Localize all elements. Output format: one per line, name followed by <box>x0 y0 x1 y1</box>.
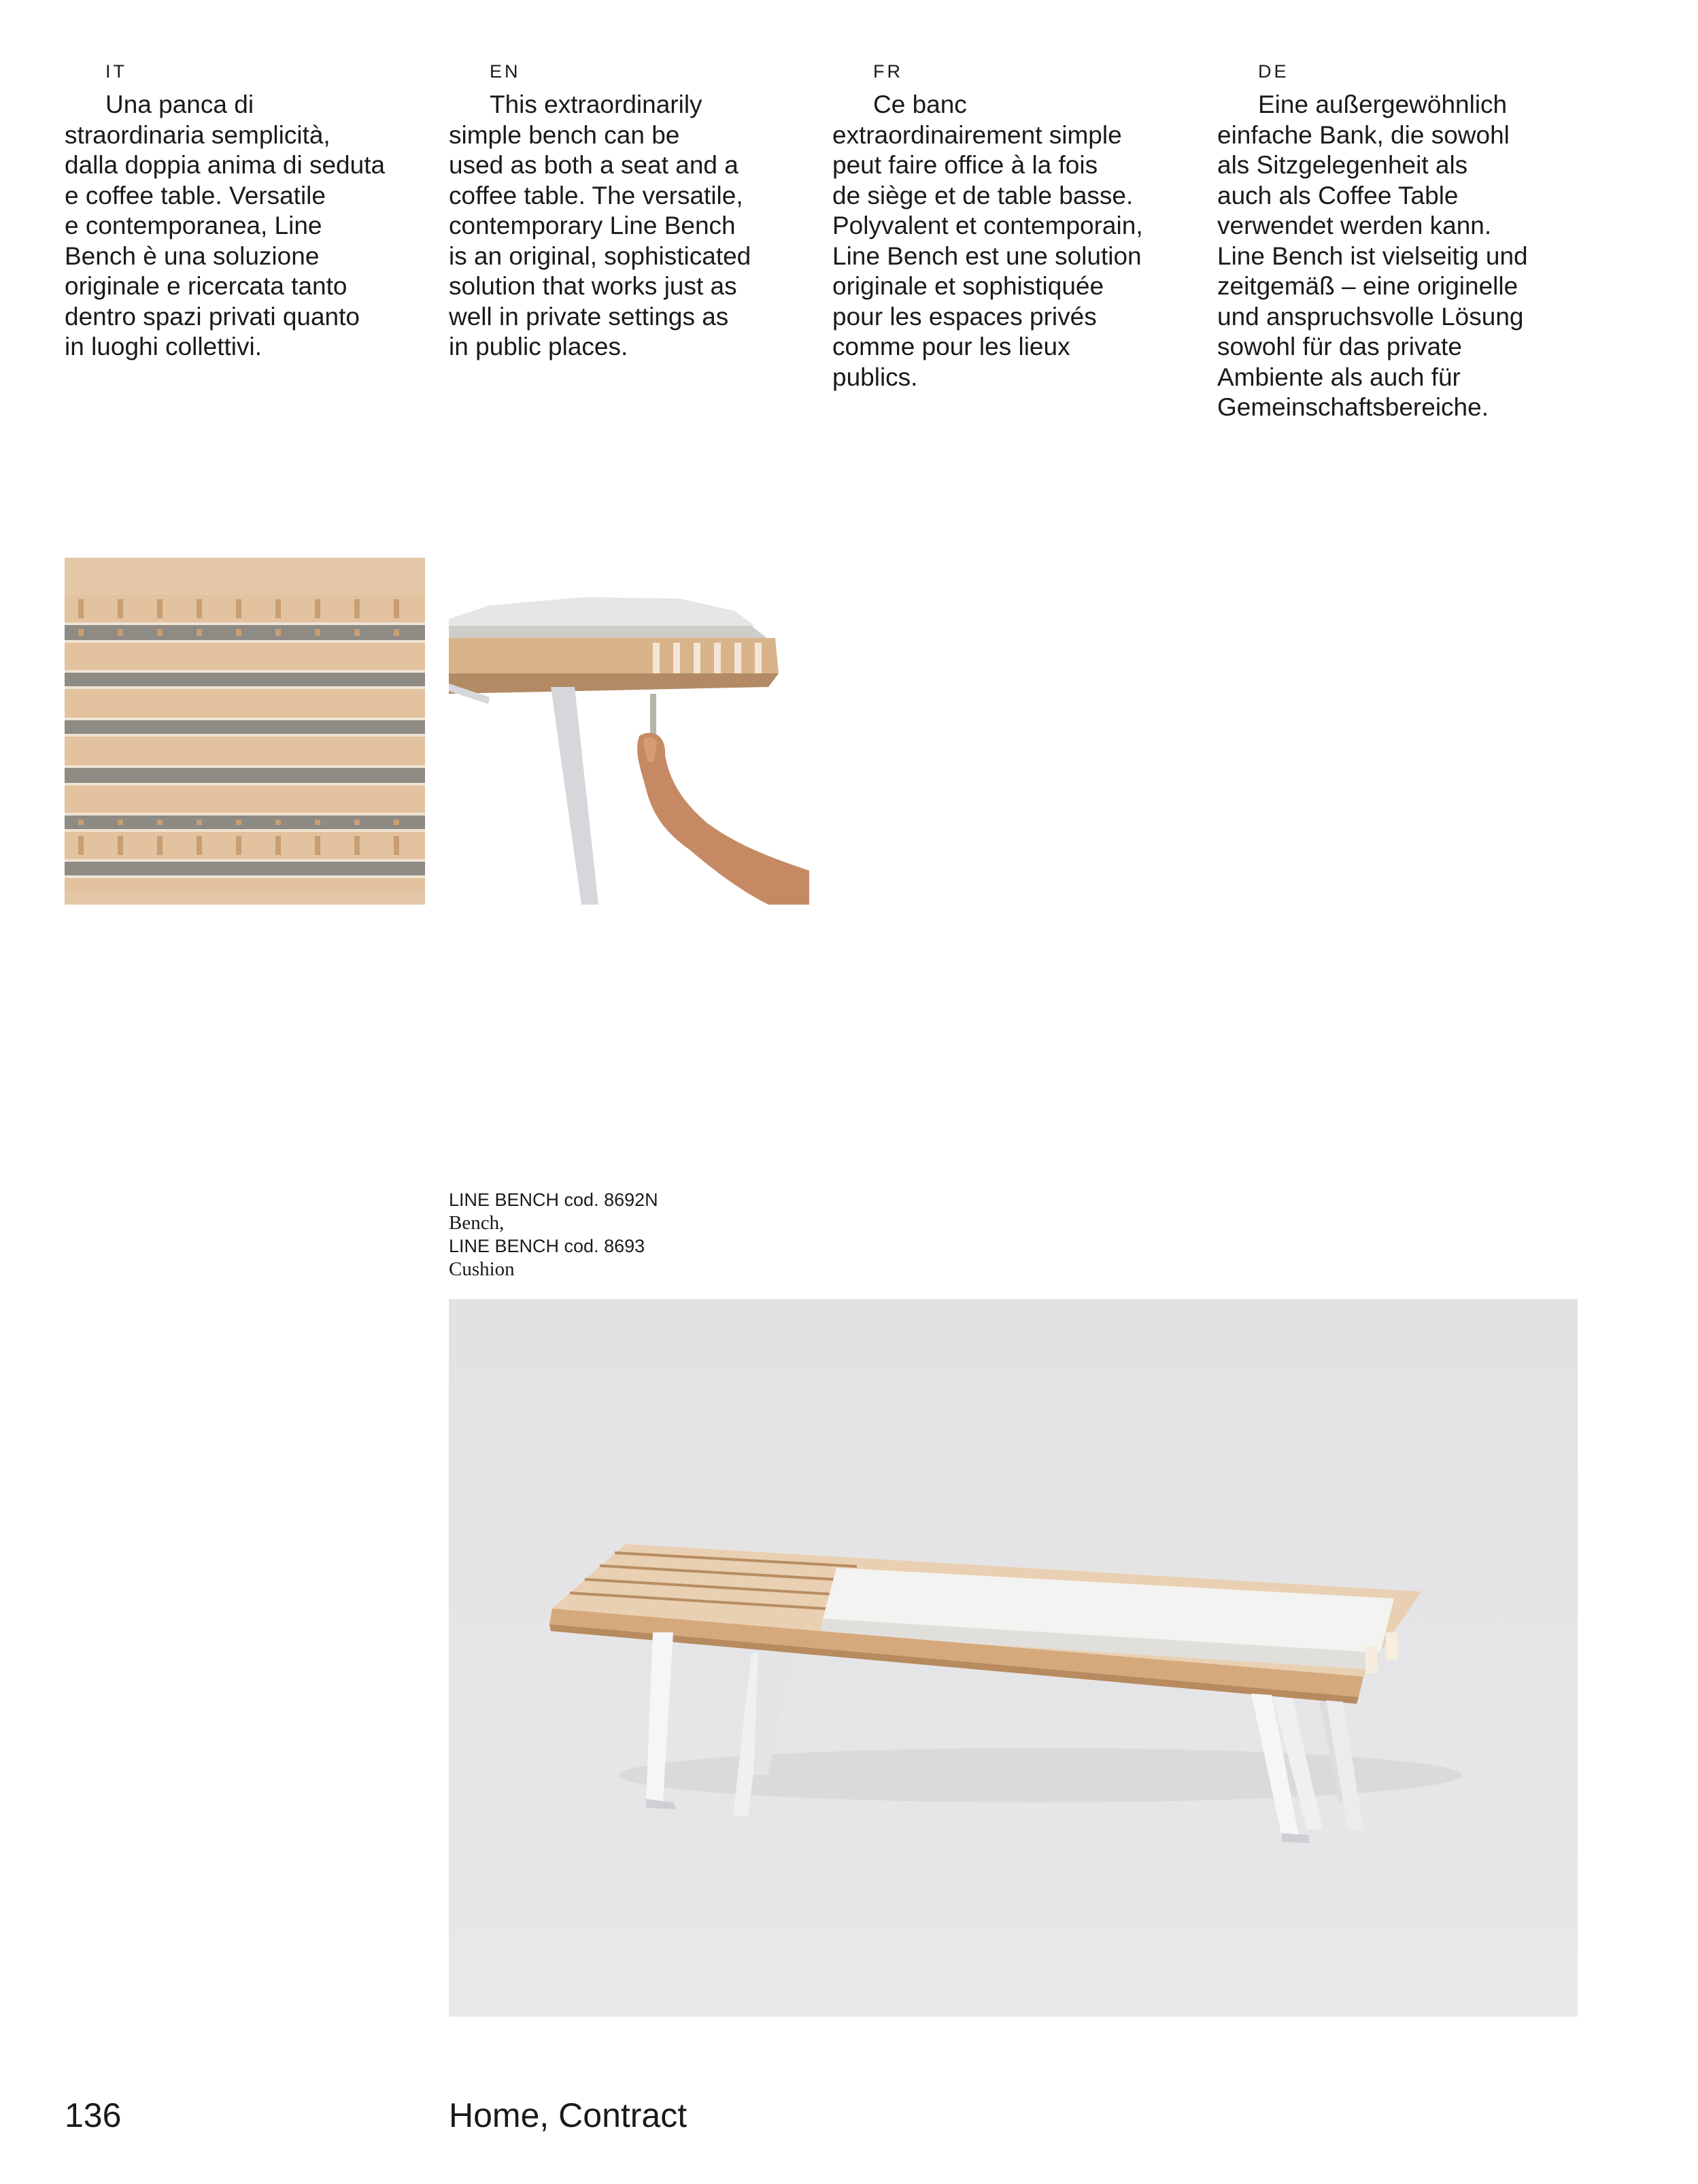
slats-detail-photo <box>65 558 425 905</box>
peg <box>197 836 202 855</box>
peg <box>354 629 360 636</box>
peg <box>78 629 84 636</box>
slat <box>65 689 425 718</box>
section-title: Home, Contract <box>449 2096 687 2134</box>
peg <box>197 599 202 618</box>
product-code-cushion: LINE BENCH cod. 8693 <box>449 1236 645 1256</box>
slat <box>65 768 425 783</box>
peg <box>118 836 123 855</box>
peg <box>78 836 84 855</box>
language-label: DE <box>1258 61 1289 82</box>
body-text: This extraordinarily simple bench can be used as both a seat and a coffee table. The versatile, contemporary Line Bench is an original, sophisticated solution that works just as well in private settings as in public places. <box>449 90 751 360</box>
peg <box>394 836 399 855</box>
column-german <box>1217 60 1564 423</box>
peg <box>78 820 84 825</box>
body-text: Una panca di straordinaria semplicità, dalla doppia anima di seduta e coffee table. Versatile e contemporanea, Line Bench è una soluzione originale e ricercata tanto dentro spazi privati quanto in luoghi collettivi. <box>65 90 386 360</box>
body-text: Eine außergewöhnlich einfache Bank, die sowohl als Sitzgelegenheit als auch als Coffee Table verwendet werden kann. Line Bench ist vielseitig und zeitgemäß – eine originelle und anspruchsvolle Lösung sowohl für das private Ambiente als auch für Gemeinschaftsbereiche. <box>1217 90 1528 421</box>
slat <box>65 673 425 686</box>
slat <box>65 737 425 765</box>
slat <box>65 786 425 813</box>
peg <box>275 599 281 618</box>
product-type-cushion: Cushion <box>449 1258 515 1280</box>
peg <box>197 820 202 825</box>
slat <box>65 720 425 734</box>
body-text: Ce banc extraordinairement simple peut faire office à la fois de siège et de table basse. Polyvalent et contemporain, Line Bench est une solution originale et sophistiquée pour les espaces privés comme pour les lieux publics. <box>832 90 1143 391</box>
slat <box>65 862 425 875</box>
peg <box>315 599 320 618</box>
peg <box>236 629 241 636</box>
peg <box>157 820 163 825</box>
peg <box>157 629 163 636</box>
peg <box>118 599 123 618</box>
language-label: IT <box>105 61 127 82</box>
peg <box>354 599 360 618</box>
column-italian <box>65 60 411 363</box>
assembly-detail-photo <box>449 558 809 905</box>
peg <box>354 836 360 855</box>
peg <box>315 820 320 825</box>
slat <box>65 643 425 670</box>
language-label: EN <box>490 61 521 82</box>
peg <box>236 820 241 825</box>
peg <box>78 599 84 618</box>
language-label: FR <box>873 61 903 82</box>
page-number: 136 <box>65 2096 122 2134</box>
product-caption <box>449 1188 658 1281</box>
product-code-bench: LINE BENCH cod. 8692N <box>449 1190 658 1210</box>
peg <box>157 836 163 855</box>
peg <box>394 820 399 825</box>
peg <box>118 629 123 636</box>
column-french <box>832 60 1179 392</box>
line-bench-photo <box>449 1299 1578 2017</box>
peg <box>236 836 241 855</box>
peg <box>275 629 281 636</box>
product-type-bench: Bench, <box>449 1212 505 1234</box>
peg <box>197 629 202 636</box>
peg <box>236 599 241 618</box>
peg <box>354 820 360 825</box>
peg <box>275 820 281 825</box>
peg <box>157 599 163 618</box>
peg <box>315 629 320 636</box>
peg <box>394 599 399 618</box>
peg <box>315 836 320 855</box>
peg <box>275 836 281 855</box>
column-english <box>449 60 796 363</box>
peg <box>394 629 399 636</box>
peg <box>118 820 123 825</box>
